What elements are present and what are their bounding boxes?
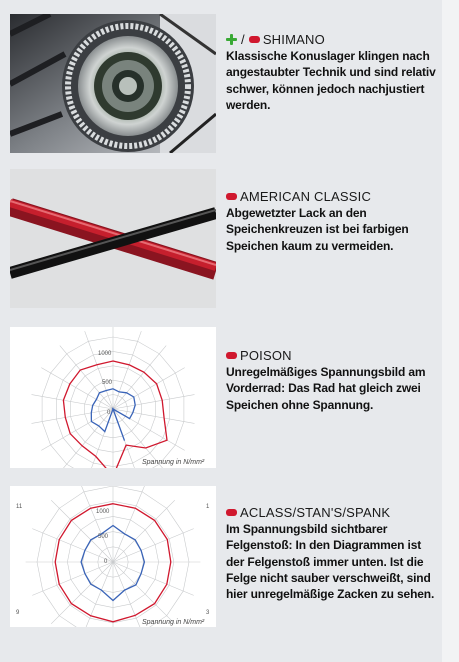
section-heading <box>226 189 441 204</box>
tick-label: 1000 <box>98 351 112 357</box>
section-body: Abgewetzter Lack an den Speichenkreuzen ist bei farbigen Speichen kaum zu vermeiden. <box>226 206 409 253</box>
corner-label: 1 <box>206 504 210 510</box>
heading-label: POISON <box>240 348 292 363</box>
corner-label: 3 <box>206 610 210 616</box>
section-shimano <box>226 32 441 113</box>
minus-icon <box>226 509 237 516</box>
section-american-classic <box>226 189 441 254</box>
grid-spoke <box>113 500 175 562</box>
minus-icon <box>226 352 237 359</box>
minus-icon <box>249 36 260 43</box>
aclass-tension-chart <box>10 486 216 627</box>
axis-caption: Spannung in N/mm² <box>142 619 205 626</box>
separator: / <box>241 32 245 47</box>
tick-label: 0 <box>107 410 111 416</box>
axis-caption: Spannung in N/mm² <box>142 459 205 466</box>
grid-spoke <box>113 331 141 409</box>
page-margin-strip <box>442 0 459 662</box>
section-body: Unregelmäßiges Spannungsbild am Vorderrad: Das Rad hat gleich zwei Speichen ohne Spannung. <box>226 365 426 412</box>
tick-label: 500 <box>102 380 113 386</box>
section-aclass <box>226 505 441 602</box>
radar-chart <box>10 486 216 627</box>
tick-label: 0 <box>104 559 108 565</box>
heading-label: AMERICAN CLASSIC <box>240 189 372 204</box>
section-body: Klassische Konuslager klingen nach angestaubter Technik und sind relativ schwer, können jedoch nachjustiert werden. <box>226 49 436 112</box>
section-heading <box>226 348 441 363</box>
section-heading <box>226 32 441 47</box>
grid-spoke <box>85 331 113 409</box>
tick-label: 1000 <box>96 509 110 515</box>
hub-bearing-photo <box>10 14 216 153</box>
heading-label: SHIMANO <box>262 32 325 47</box>
corner-label: 9 <box>16 610 20 616</box>
poison-tension-chart <box>10 327 216 468</box>
minus-icon <box>226 193 237 200</box>
section-poison <box>226 348 441 413</box>
heading-label: ACLASS/STAN'S/SPANK <box>240 505 391 520</box>
section-heading <box>226 505 441 520</box>
crossed-spokes-photo <box>10 169 216 308</box>
tick-label: 500 <box>98 534 109 540</box>
plus-icon <box>226 34 237 45</box>
section-body: Im Spannungsbild sichtbarer Felgenstoß: In den Diagrammen ist der Felgenstoß immer unten. Ist die Felge nicht sauber verschweißt, sind hier unregelmäßige Zacken zu sehen. <box>226 522 435 602</box>
corner-label: 11 <box>16 504 23 510</box>
radar-chart <box>10 327 216 468</box>
